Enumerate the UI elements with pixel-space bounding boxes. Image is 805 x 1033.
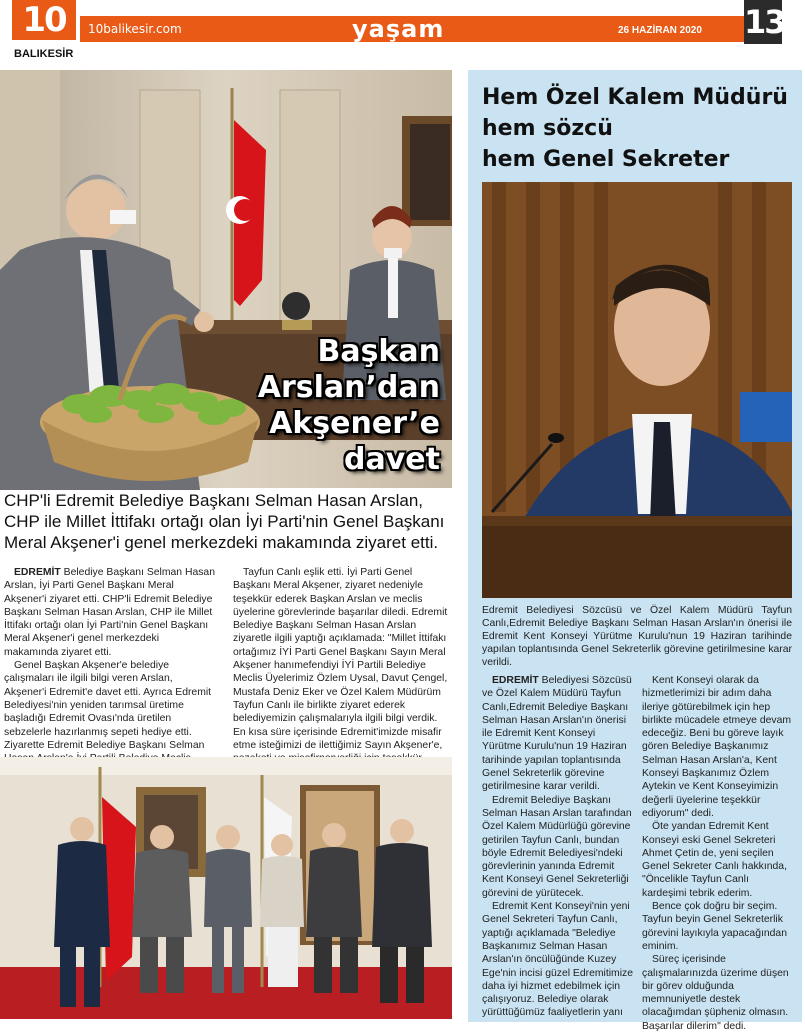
sidebar-portrait-photo: [482, 182, 792, 598]
paragraph: Öte yandan Edremit Kent Konseyi eski Genel Sekreteri Ahmet Çetin de, yeni seçilen Genel Sekreter Canlı hakkında, "Öncelikle Tayfun Canlı kardeşimi tebrik ederim.: [642, 821, 787, 899]
main-story-column-2: [233, 566, 451, 779]
paragraph: Genel Başkan Akşener'e belediye çalışmaları ile ilgili bilgi veren Arslan, Akşener'i Edremit'e davet etti. Ayrıca Edremit Belediyesi'nin yeniden tarımsal üretime başladığı Edremit Ovası'nda üretilen sebzelerle hazırlanmış sepeti hediye etti. Ziyarette Edremit Belediye Başkanı Selman: [4, 660, 212, 751]
headline-line: davet: [344, 442, 440, 477]
lead-word: EDREMİT: [492, 675, 539, 686]
sidebar-column-1: [482, 674, 634, 1020]
page-number: 13: [744, 0, 782, 44]
paragraph: Edremit Belediye Başkanı Selman Hasan Arslan tarafından Özel Kalem Müdürlüğü görevine getirilen Tayfun Canlı, bundan böyle Edremit Belediyesi'ndeki görevlerinin yanında Edremit Kent Konseyi Genel Sekreterliği görevini de yürütecek.: [482, 794, 632, 899]
paragraph: [482, 674, 634, 794]
paragraph-text: Belediye Başkanı Selman Hasan Arslan, İyi Parti Genel Başkanı Meral Akşener'i ziyaret etti. CHP'li Edremit Belediye Başkanı Selman Hasan Arslan, CHP ile Millet İttifakı ortağı olan İyi Parti'nin Genel Başkanı Meral Akşener'i genel merkezdeki makamında ziyaret etti.: [4, 567, 215, 658]
paragraph: Edremit Kent Konseyi'nin yeni Genel Sekreteri Tayfun Canlı, yaptığı açıklamada "Belediye Başkanımız Selman Hasan Arslan'ın öncülüğünde Kuzey Ege'nin incisi güzel Edremitimize daha iyi hizmet edebilmek için çalışıyoruz. Belediye olarak yürüttüğümüz faaliyetlerin yanı: [482, 901, 633, 1019]
headline-line: hem Genel Sekreter: [482, 147, 730, 172]
sidebar-headline: [482, 82, 792, 175]
headline-line: Akşener’e: [269, 406, 440, 441]
issue-date: 26 HAZİRAN 2020: [618, 25, 702, 36]
group-photo: [0, 757, 452, 1019]
sidebar-column-2: [642, 674, 794, 1033]
paragraph: Süreç içerisinde çalışmalarınızda üzerime düşen bir görev olduğunda memnuniyetle destek olacağımdan şüpheniz olmasın. Başarılar dilerim" dedi.: [642, 954, 789, 1032]
portrait-illustration: [482, 182, 792, 598]
paragraph: Kent Konseyi olarak da hizmetlerimizi bir adım daha ileriye götürebilmek için hep birlikte mücadele etmeye devam edeceğiz. Beni bu göreve layık gören Belediye Başkanımız Selman Hasan Arslan'a, Kent Konseyi Başkanımız Özlem Aytekin ve Kent Konseyimizin değerli üyelerine teşekkür ediyorum" dedi.: [642, 675, 792, 819]
lead-word: EDREMİT: [14, 567, 61, 578]
main-headline: [258, 334, 440, 478]
section-title: yaşam: [352, 15, 445, 43]
sidebar-story: [468, 70, 802, 1032]
paragraph: [4, 566, 216, 659]
main-story-deck: CHP'li Edremit Belediye Başkanı Selman Hasan Arslan, CHP ile Millet İttifakı ortağı olan İyi Parti'nin Genel Başkanı Meral Akşener'i genel merkezdeki makamında ziyaret etti.: [4, 491, 445, 552]
newspaper-logo[interactable]: [12, 0, 76, 40]
headline-line: Başkan: [317, 334, 440, 369]
site-url[interactable]: 10balikesir.com: [88, 22, 182, 36]
page-header: [0, 0, 805, 60]
headline-line: hem sözcü: [482, 116, 613, 141]
main-story-photo: [0, 70, 452, 488]
logo-number: 10: [22, 0, 66, 40]
paragraph: Bence çok doğru bir seçim. Tayfun beyin Genel Sekreterlik görevini layıkıyla yapacağından eminim.: [642, 901, 787, 952]
headline-line: Hem Özel Kalem Müdürü: [482, 85, 788, 110]
paragraph-text: Belediyesi Sözcüsü ve Özel Kalem Müdürü Tayfun Canlı,Edremit Belediye Başkanı Selman Hasan Arslan'ın önerisi ile Edremit Kent Konseyi Yürütme Kurulu'nun 19 Haziran tarihinde yapılan toplantısında Genel Sekreterlik görevine getirilmesine karar verildi.: [482, 675, 632, 793]
headline-line: Arslan’dan: [257, 370, 440, 405]
paragraph: Tayfun Canlı eşlik etti. İyi Parti Genel Başkanı Meral Akşener, ziyaret nedeniyle teşekkür ederek Başkan Arslan ve meclis üyelerine görevlerinde başarılar diledi. Edremit Belediye Başkanı Selman Hasan Arslan ziyaretle ilgili yaptığı açıklamada: "Millet İttifakı ortağımız İYİ Parti Genel Başkanı Sayın Meral Akşener hanımefendiyi İYİ Partili Belediye Meclis Üyelerimiz Özlem Uysal, Davut Çengel, Mustafa Deniz Eker ve Özel Kalem Müdürüm Tayfun Canlı ile birlikte ziyaret ederek belediyemizin çalışmalarıyla ilgili bilgi verdik. En kısa süre içerisinde Edremit'imizde misafir etme isteğimizi de ilettiğimiz Sayın Akşener'e,: [233, 567, 448, 751]
group-photo-illustration: [0, 757, 452, 1019]
sidebar-caption: Edremit Belediyesi Sözcüsü ve Özel Kalem Müdürü Tayfun Canlı,Edremit Belediye Başkanı Selman Hasan Arslan'ın önerisi ile Edremit Kent Konseyi Yürütme Kurulu'nun 19 Haziran tarihinde yapılan toplantısında Genel Sekreterlik görevine getirilmesine karar verildi.: [482, 605, 792, 668]
logo-city: BALIKESİR: [14, 48, 74, 60]
